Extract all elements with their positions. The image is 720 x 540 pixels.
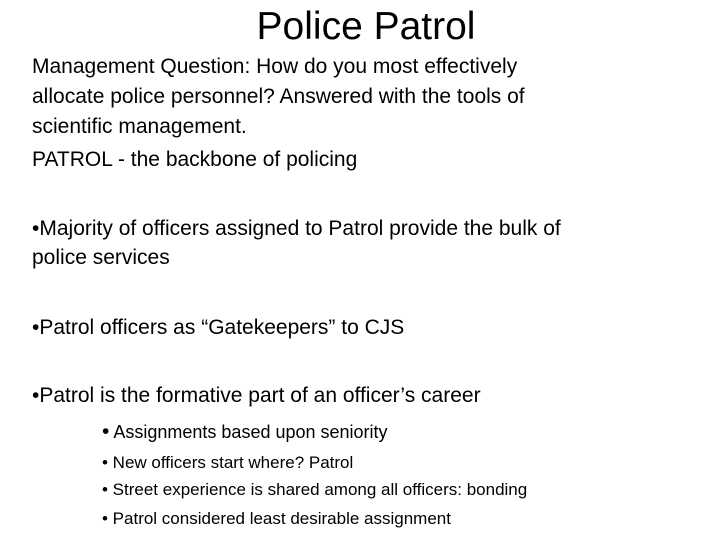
sub-bullet-seniority-text: Assignments based upon seniority (113, 422, 388, 442)
intro-line-1: Management Question: How do you most effectively (32, 55, 518, 78)
bullet-majority-line-1: •Majority of officers assigned to Patrol provide the bulk of (32, 217, 561, 240)
intro-line-4: PATROL - the backbone of policing (32, 148, 358, 171)
slide-title: Police Patrol (256, 5, 476, 48)
sub-bullet-marker: • (102, 420, 110, 443)
sub-bullet-least-desirable: • Patrol considered least desirable assignment (102, 509, 451, 528)
intro-line-3: scientific management. (32, 115, 247, 138)
intro-line-2: allocate police personnel? Answered with the tools of (32, 85, 525, 108)
sub-bullet-street-experience: • Street experience is shared among all officers: bonding (102, 480, 528, 499)
bullet-majority-line-2: police services (32, 246, 170, 269)
bullet-gatekeepers: •Patrol officers as “Gatekeepers” to CJS (32, 316, 405, 339)
sub-bullet-new-officers: • New officers start where? Patrol (102, 453, 354, 472)
sub-bullet-seniority (102, 418, 702, 446)
bullet-formative-career: •Patrol is the formative part of an officer’s career (32, 384, 481, 407)
